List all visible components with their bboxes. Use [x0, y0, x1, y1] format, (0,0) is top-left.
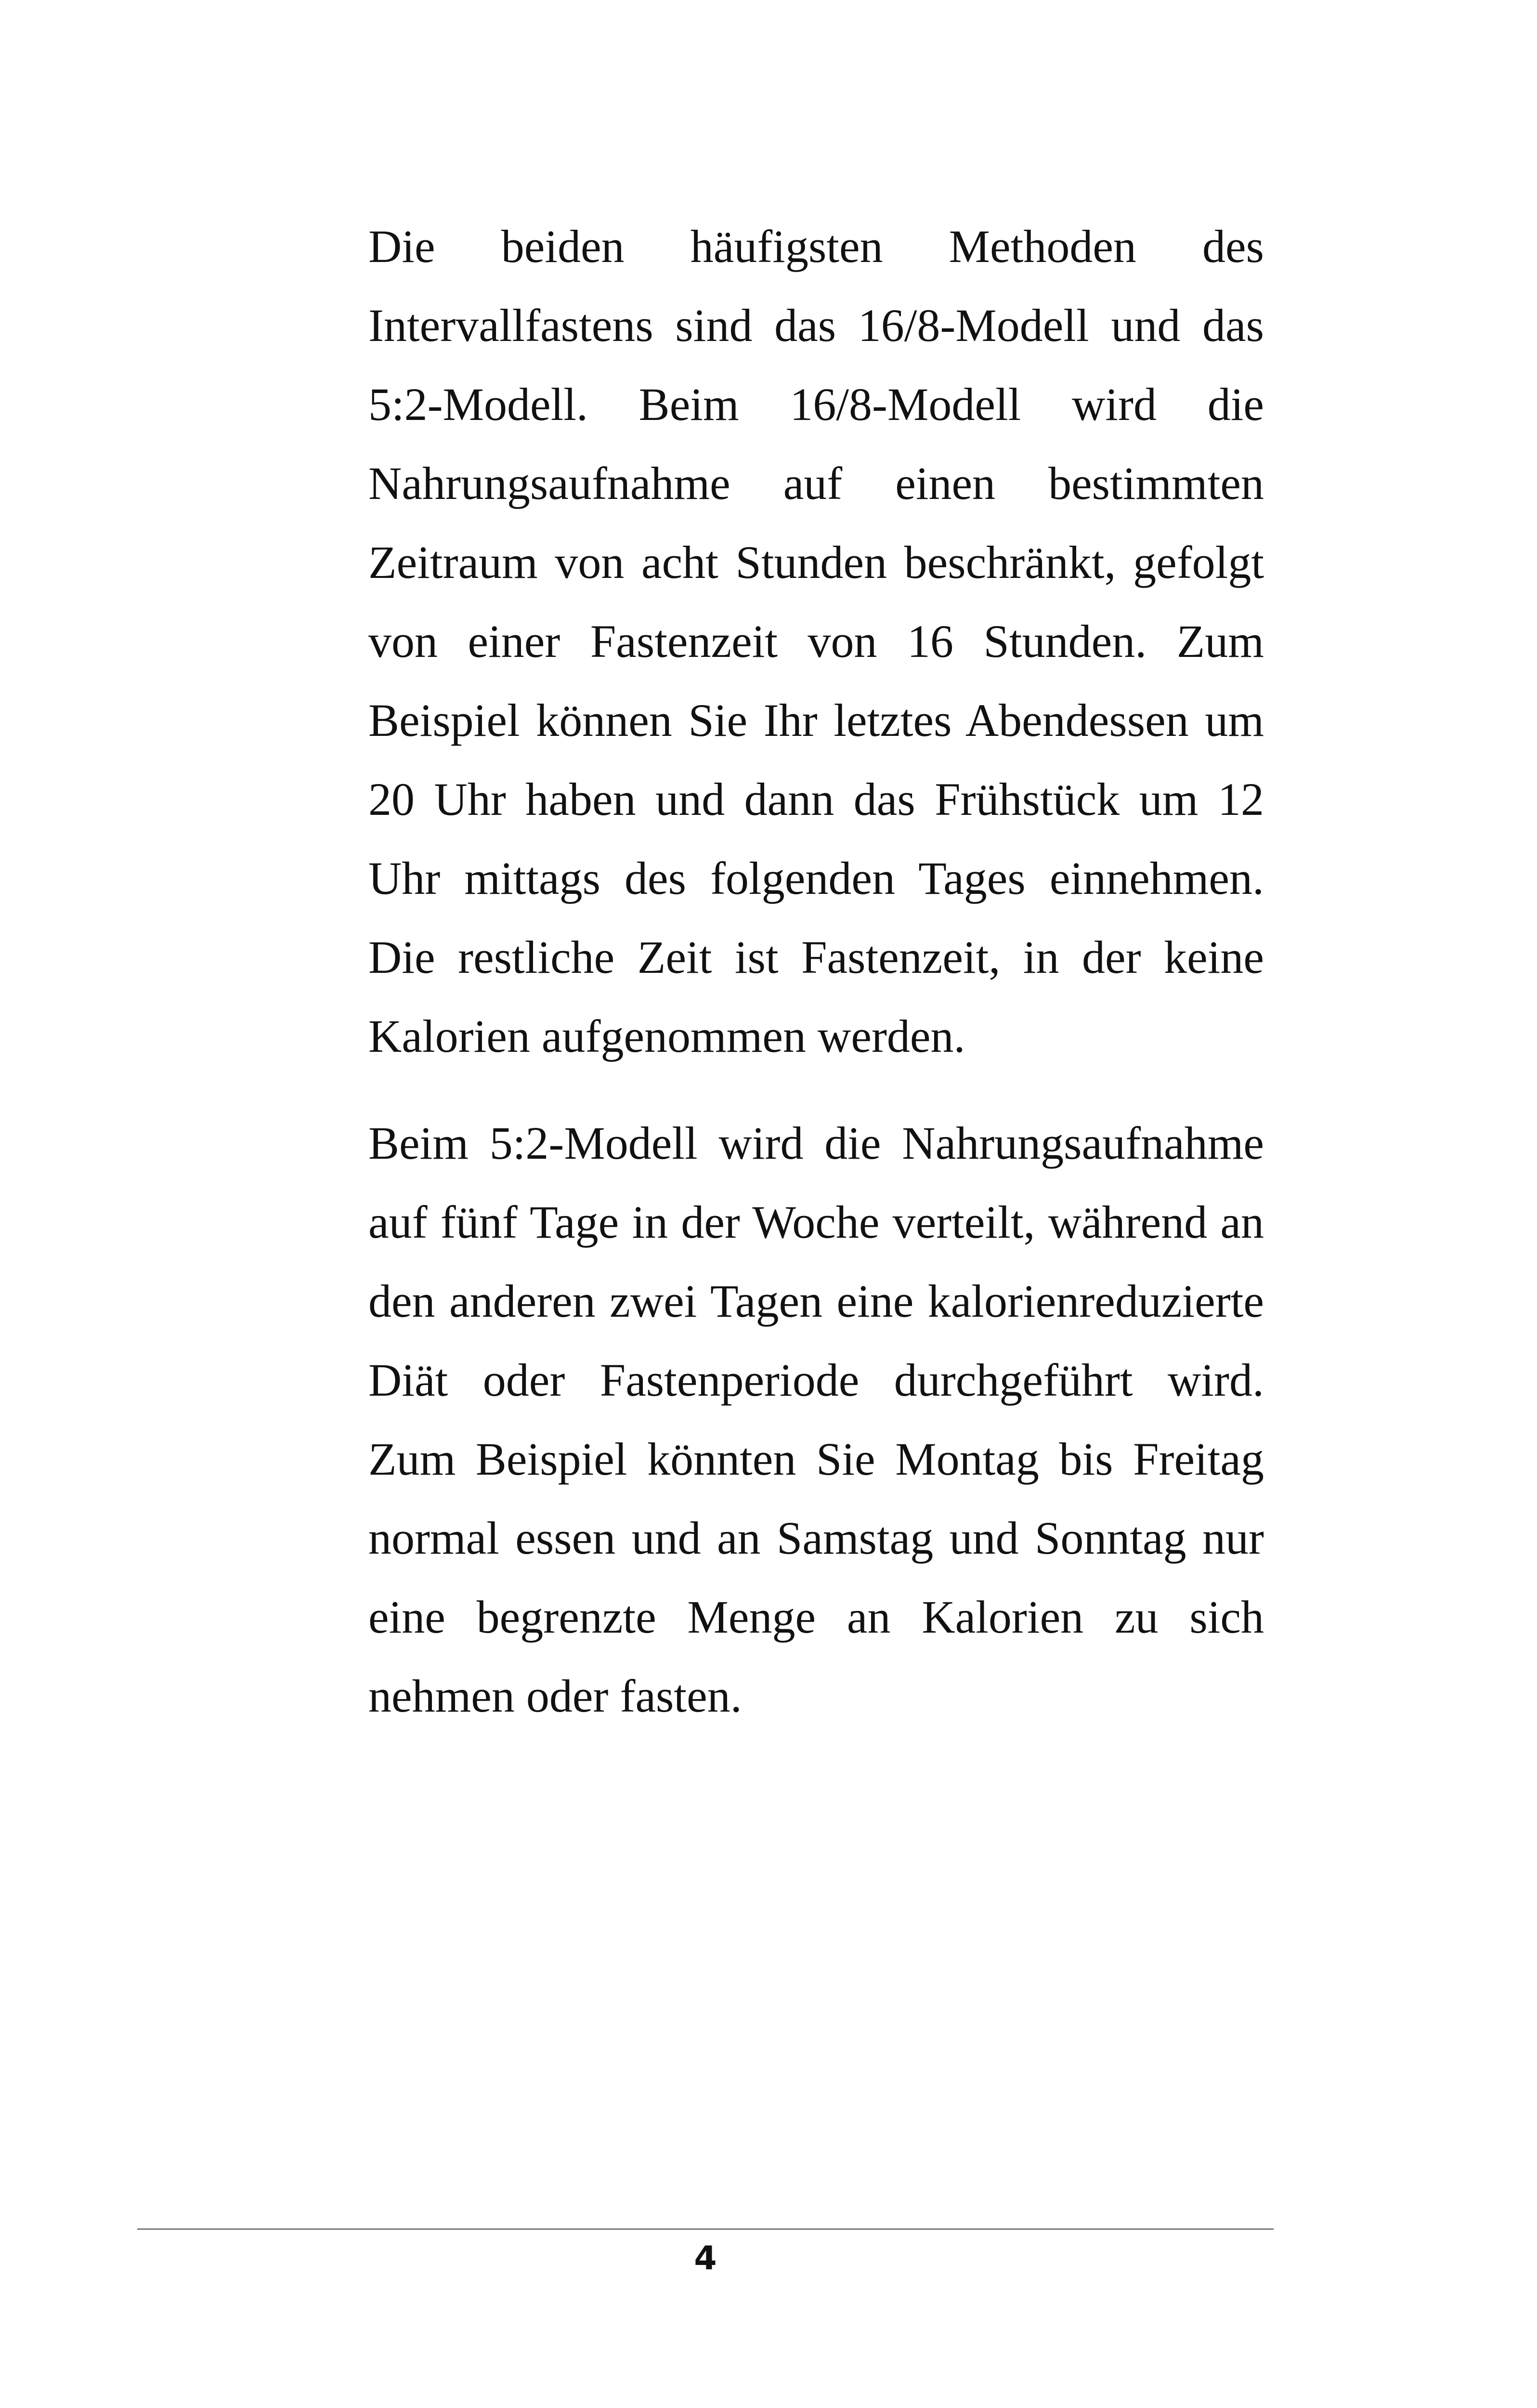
body-text	[368, 207, 1264, 1764]
paragraph-2: Beim 5:2-Modell wird die Nahrungsaufnahme auf fünf Tage in der Woche verteilt, während an den anderen zwei Tagen eine kalorienreduzierte Diät oder Fastenperiode durchgeführt wird. Zum Beispiel könnten Sie Montag bis Freitag normal essen und an Samstag und Sonntag nur eine begrenzte Menge an Kalorien zu sich nehmen oder fasten.	[368, 1117, 1264, 1722]
paragraph-1: Die beiden häufigsten Methoden des Intervallfastens sind das 16/8-Modell und das 5:2-Modell. Beim 16/8-Modell wird die Nahrungsaufnahme auf einen bestimmten Zeitraum von acht Stunden beschränkt, gefolgt von einer Fastenzeit von 16 Stunden. Zum Beispiel können Sie Ihr letztes Abendessen um 20 Uhr haben und dann das Frühstück um 12 Uhr mittags des folgenden Tages einnehmen. Die restliche Zeit ist Fastenzeit, in der keine Kalorien aufgenommen werden.	[368, 221, 1264, 1062]
footer-divider	[137, 2228, 1274, 2230]
page-number: 4	[694, 2239, 717, 2277]
